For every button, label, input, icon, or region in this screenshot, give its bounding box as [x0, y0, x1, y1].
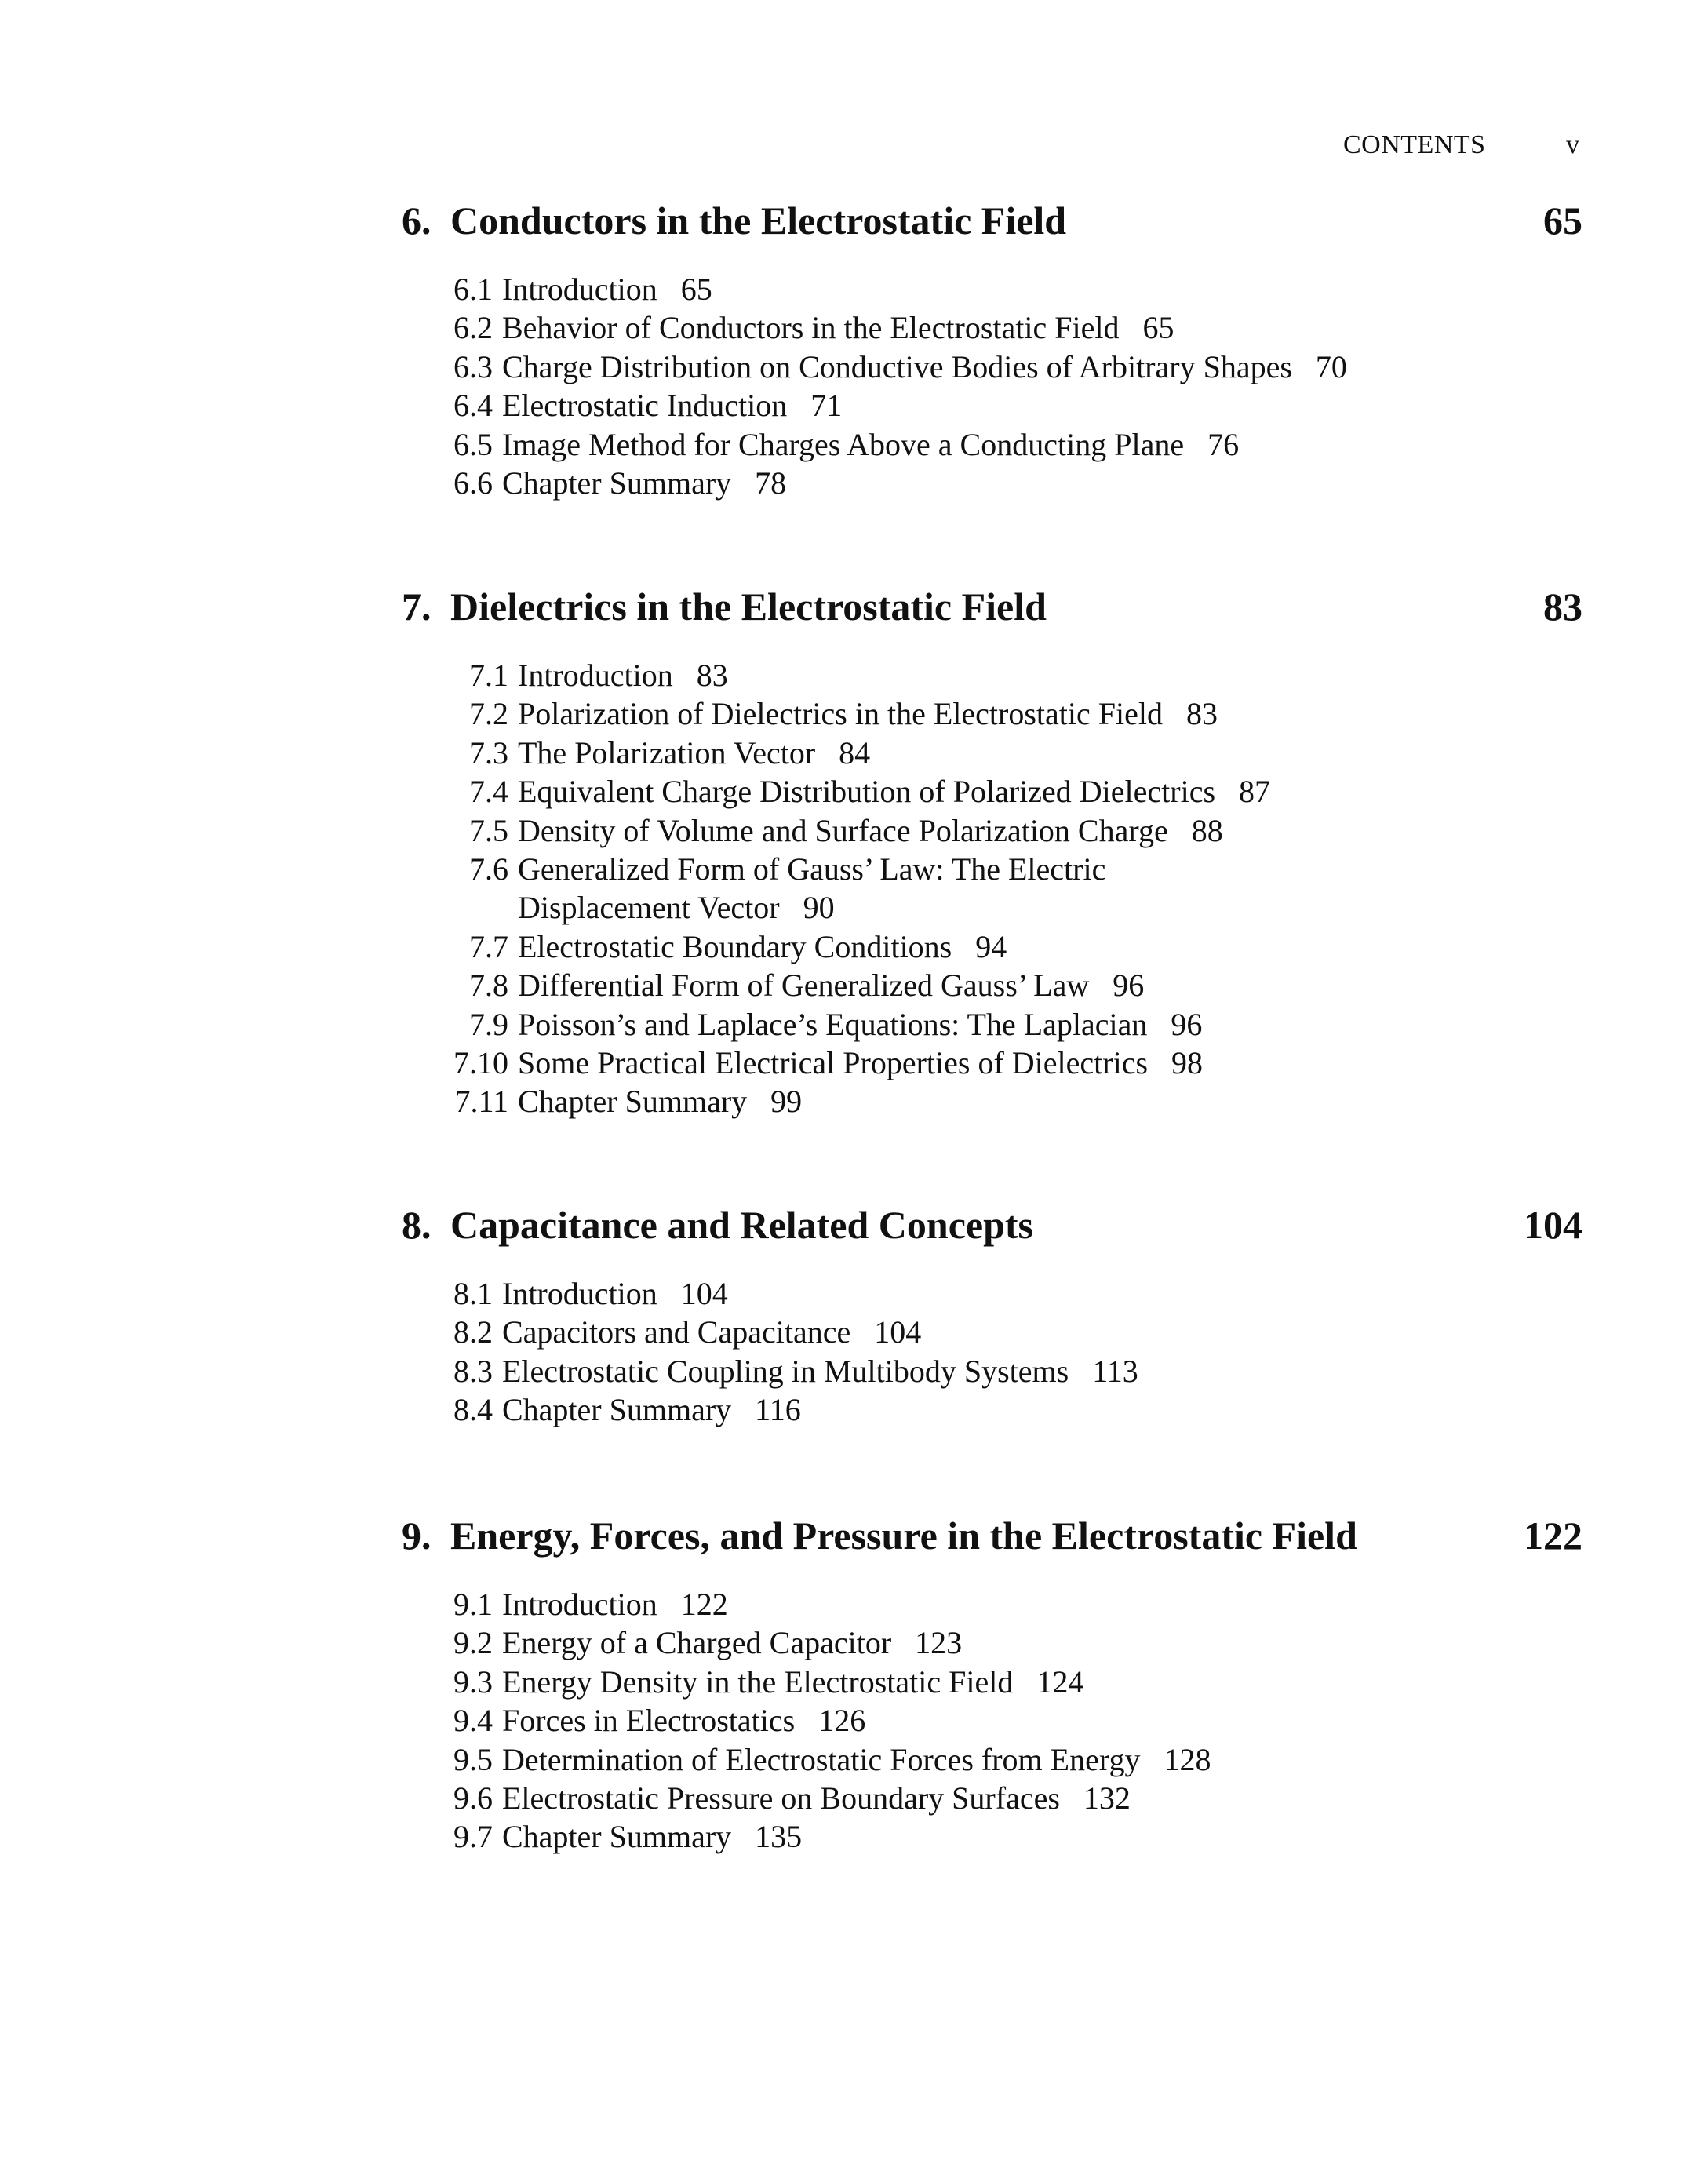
- section-title-text: Energy of a Charged Capacitor: [502, 1625, 892, 1661]
- section-number: 7.10: [453, 1044, 508, 1080]
- section-number: 9.6: [453, 1780, 493, 1816]
- toc-entry[interactable]: [0, 464, 1708, 502]
- section-number: 7.3: [469, 734, 508, 771]
- toc-entry[interactable]: [0, 966, 1708, 1004]
- section-number: 6.4: [453, 388, 493, 424]
- section-number: 7.7: [469, 928, 508, 964]
- section-number: 7.11: [454, 1084, 508, 1120]
- section-title: [502, 1623, 962, 1662]
- section-number: 7.8: [469, 967, 508, 1004]
- toc-entry[interactable]: [0, 1740, 1708, 1779]
- section-title-text: Behavior of Conductors in the Electrostatic Field: [502, 310, 1120, 346]
- toc-entry[interactable]: [0, 1663, 1708, 1701]
- section-page-number: 96: [1113, 967, 1145, 1004]
- toc-entry[interactable]: [0, 270, 1708, 308]
- section-title-text: Determination of Electrostatic Forces from Energy: [502, 1741, 1141, 1777]
- section-page-number: 124: [1036, 1663, 1084, 1700]
- section-title: [518, 811, 1223, 850]
- chapter-number: 8.: [402, 1203, 432, 1247]
- section-title-text: Poisson’s and Laplace’s Equations: The Laplacian: [518, 1006, 1148, 1042]
- section-number: 9.2: [453, 1625, 493, 1661]
- section-number: 8.2: [453, 1314, 493, 1350]
- chapter-heading[interactable]: [402, 198, 1066, 243]
- toc-entry[interactable]: [0, 1701, 1708, 1740]
- chapter-title: Energy, Forces, and Pressure in the Electrostatic Field: [450, 1514, 1357, 1558]
- section-title-text: Introduction: [502, 1587, 657, 1622]
- running-head-page-number: v: [1566, 130, 1580, 159]
- section-title: [502, 348, 1347, 386]
- section-page-number: 113: [1092, 1353, 1138, 1389]
- section-title: [502, 1313, 921, 1351]
- chapter-heading[interactable]: [402, 584, 1047, 629]
- section-number: 8.4: [453, 1392, 493, 1428]
- section-title: [518, 966, 1144, 1004]
- section-title: [518, 850, 1105, 927]
- section-list: [0, 1585, 1708, 1856]
- section-page-number: 90: [803, 889, 835, 925]
- section-page-number: 76: [1207, 426, 1240, 462]
- section-title-text: Charge Distribution on Conductive Bodies of Arbitrary Shapes: [502, 348, 1292, 384]
- section-page-number: 83: [696, 658, 728, 693]
- section-title-text: Electrostatic Boundary Conditions: [518, 928, 952, 964]
- chapter-title: Capacitance and Related Concepts: [450, 1203, 1034, 1247]
- section-title: [502, 1817, 802, 1856]
- section-page-number: 65: [1142, 310, 1174, 346]
- section-title-text: Equivalent Charge Distribution of Polarized Dielectrics: [518, 774, 1216, 810]
- section-title: [502, 1390, 801, 1429]
- section-page-number: 99: [770, 1084, 803, 1120]
- section-list: [0, 270, 1708, 502]
- toc-entry[interactable]: [0, 1044, 1708, 1082]
- chapter-heading[interactable]: [402, 1202, 1033, 1248]
- section-number: 9.7: [453, 1819, 493, 1855]
- chapter-number: 6.: [402, 199, 432, 242]
- section-title: [502, 308, 1174, 347]
- section-page-number: 98: [1171, 1044, 1204, 1080]
- chapter-number: 9.: [402, 1514, 432, 1558]
- section-page-number: 65: [680, 271, 712, 307]
- section-title: [502, 1663, 1083, 1701]
- section-page-number: 135: [755, 1819, 803, 1855]
- section-page-number: 104: [874, 1314, 922, 1350]
- running-head-label: CONTENTS: [1343, 130, 1486, 159]
- toc-entry[interactable]: [0, 1585, 1708, 1623]
- section-page-number: 71: [810, 388, 843, 424]
- section-title: [502, 1779, 1131, 1817]
- section-title: [502, 386, 842, 424]
- toc-entry[interactable]: [0, 1005, 1708, 1044]
- chapter-heading[interactable]: [402, 1513, 1357, 1558]
- section-number: 6.1: [453, 271, 493, 307]
- section-title-text: Chapter Summary: [502, 1819, 732, 1855]
- section-page-number: 123: [915, 1625, 963, 1661]
- section-title-text: Chapter Summary: [502, 465, 732, 501]
- toc-entry[interactable]: [0, 850, 1708, 927]
- toc-entry[interactable]: [0, 927, 1708, 966]
- section-title: [502, 425, 1239, 464]
- section-title-text: Some Practical Electrical Properties of Dielectrics: [518, 1044, 1149, 1080]
- section-number: 6.6: [453, 465, 493, 501]
- section-title-text: Electrostatic Pressure on Boundary Surfaces: [502, 1780, 1060, 1816]
- section-number: 6.3: [453, 348, 493, 384]
- chapter-title: Dielectrics in the Electrostatic Field: [450, 585, 1047, 629]
- toc-entry[interactable]: [0, 1082, 1708, 1120]
- section-title-text: Electrostatic Induction: [502, 388, 788, 424]
- section-number: 7.4: [469, 774, 508, 810]
- section-page-number: 84: [839, 734, 871, 771]
- section-page-number: 122: [680, 1587, 728, 1622]
- section-page-number: 70: [1315, 348, 1347, 384]
- section-page-number: 88: [1191, 812, 1223, 848]
- toc-entry[interactable]: [0, 348, 1708, 386]
- section-number: 7.2: [469, 696, 508, 732]
- section-title: [502, 464, 786, 502]
- section-title-text: Electrostatic Coupling in Multibody Systems: [502, 1353, 1069, 1389]
- toc-entry[interactable]: [0, 1274, 1708, 1313]
- chapter-number: 7.: [402, 585, 432, 629]
- section-number: 8.1: [453, 1276, 493, 1311]
- section-title-text: Chapter Summary: [502, 1392, 732, 1428]
- toc-entry[interactable]: [0, 1779, 1708, 1817]
- toc-entry[interactable]: [0, 425, 1708, 464]
- section-title: [518, 1082, 802, 1120]
- section-page-number: 78: [755, 465, 787, 501]
- section-page-number: 96: [1171, 1006, 1203, 1042]
- section-title-text: Generalized Form of Gauss’ Law: The Electric: [518, 851, 1106, 887]
- section-title: [518, 772, 1270, 811]
- section-page-number: 94: [975, 928, 1007, 964]
- toc-entry[interactable]: [0, 1313, 1708, 1351]
- section-number: 6.5: [453, 426, 493, 462]
- toc-entry[interactable]: [0, 308, 1708, 347]
- section-title: [518, 927, 1007, 966]
- section-page-number: 116: [755, 1392, 801, 1428]
- section-title: [502, 1274, 728, 1313]
- section-title: [502, 1701, 865, 1740]
- toc-entry[interactable]: [0, 386, 1708, 424]
- section-page-number: 132: [1083, 1780, 1131, 1816]
- section-number: 9.1: [453, 1587, 493, 1622]
- section-title-text: Density of Volume and Surface Polarization Charge: [518, 812, 1168, 848]
- toc-entry[interactable]: [0, 1817, 1708, 1856]
- section-title-text: Differential Form of Generalized Gauss’ Law: [518, 967, 1090, 1004]
- section-page-number: 126: [818, 1703, 866, 1739]
- chapter-page-number: 104: [1524, 1203, 1582, 1247]
- section-title-text: Introduction: [502, 1276, 657, 1311]
- chapter-page-number: 65: [1543, 199, 1582, 242]
- section-title-text: Energy Density in the Electrostatic Field: [502, 1663, 1014, 1700]
- section-title-text: Forces in Electrostatics: [502, 1703, 796, 1739]
- section-list: [0, 1274, 1708, 1430]
- chapter-page-number: 83: [1543, 585, 1582, 629]
- toc-entry[interactable]: [0, 1390, 1708, 1429]
- section-title: [518, 1005, 1202, 1044]
- toc-entry[interactable]: [0, 1623, 1708, 1662]
- section-title-text: Introduction: [502, 271, 657, 307]
- section-title-line2-text: Displacement Vector: [518, 889, 780, 925]
- running-head: [1343, 130, 1580, 160]
- section-title-text: The Polarization Vector: [518, 734, 816, 771]
- section-number: 7.6: [469, 851, 508, 887]
- section-number: 9.3: [453, 1663, 493, 1700]
- section-title-text: Image Method for Charges Above a Conducting Plane: [502, 426, 1185, 462]
- section-title: [502, 1352, 1138, 1390]
- toc-entry[interactable]: [0, 656, 1708, 694]
- section-title-text: Chapter Summary: [518, 1084, 748, 1120]
- section-number: 7.1: [469, 658, 508, 693]
- toc-entry[interactable]: [0, 1352, 1708, 1390]
- section-number: 6.2: [453, 310, 493, 346]
- section-number: 9.5: [453, 1741, 493, 1777]
- section-title: [518, 1044, 1203, 1082]
- section-number: 7.9: [469, 1006, 508, 1042]
- toc-entry[interactable]: [0, 811, 1708, 850]
- section-title-text: Introduction: [518, 658, 673, 693]
- section-page-number: 128: [1164, 1741, 1211, 1777]
- section-title: [502, 270, 712, 308]
- section-page-number: 83: [1185, 696, 1218, 732]
- section-title: [518, 694, 1218, 733]
- section-title: [518, 734, 870, 772]
- section-number: 9.4: [453, 1703, 493, 1739]
- section-title: [502, 1740, 1211, 1779]
- toc-entry[interactable]: [0, 734, 1708, 772]
- section-number: 7.5: [469, 812, 508, 848]
- section-title-text: Polarization of Dielectrics in the Electrostatic Field: [518, 696, 1163, 732]
- section-title: [518, 656, 728, 694]
- section-title-continuation: [518, 888, 1105, 927]
- toc-entry[interactable]: [0, 694, 1708, 733]
- chapter-title: Conductors in the Electrostatic Field: [450, 199, 1067, 242]
- section-page-number: 87: [1239, 774, 1271, 810]
- section-page-number: 104: [680, 1276, 728, 1311]
- section-list: [0, 656, 1708, 1121]
- toc-entry[interactable]: [0, 772, 1708, 811]
- section-title: [502, 1585, 728, 1623]
- section-title-text: Capacitors and Capacitance: [502, 1314, 851, 1350]
- section-number: 8.3: [453, 1353, 493, 1389]
- chapter-page-number: 122: [1524, 1514, 1582, 1558]
